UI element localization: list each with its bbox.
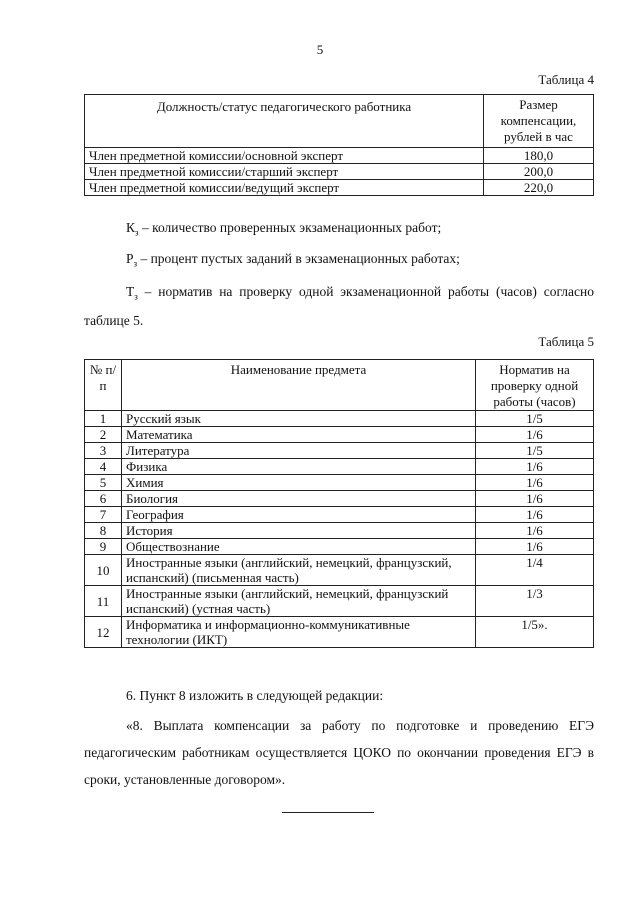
position-cell: Член предметной комиссии/старший эксперт <box>85 164 484 180</box>
position-cell: Член предметной комиссии/основной эксперт <box>85 148 484 164</box>
table-row <box>85 427 594 443</box>
row-number-cell: 9 <box>85 539 122 555</box>
norm-cell: 1/6 <box>476 523 594 539</box>
row-number-cell: 11 <box>85 586 122 617</box>
page-number: 5 <box>316 42 324 57</box>
row-number-cell: 10 <box>85 555 122 586</box>
norm-cell: 1/4 <box>476 555 594 586</box>
signature-divider <box>282 812 374 813</box>
subject-cell: Обществознание <box>122 539 476 555</box>
table-row <box>85 475 594 491</box>
position-cell: Член предметной комиссии/ведущий эксперт <box>85 180 484 196</box>
subject-norms-table <box>84 359 594 648</box>
norm-cell: 1/6 <box>476 539 594 555</box>
subject-cell: Иностранные языки (английский, немецкий, французский испанский) (устная часть) <box>122 586 476 617</box>
subject-cell: Биология <box>122 491 476 507</box>
subject-cell: Физика <box>122 459 476 475</box>
row-number-cell: 7 <box>85 507 122 523</box>
definition-symbol: К <box>126 220 136 235</box>
subject-column-header: Наименование предмета <box>122 360 476 411</box>
row-number-cell: 6 <box>85 491 122 507</box>
compensation-cell: 200,0 <box>484 164 594 180</box>
subject-cell: История <box>122 523 476 539</box>
table-row <box>85 459 594 475</box>
table-row <box>85 491 594 507</box>
compensation-cell: 180,0 <box>484 148 594 164</box>
table-row <box>85 586 594 617</box>
definition-symbol: Р <box>126 251 134 266</box>
table4-caption: Таблица 4 <box>538 72 594 87</box>
table-header-row <box>85 95 594 148</box>
table-row <box>85 507 594 523</box>
definition-subscript: з <box>135 227 139 238</box>
definition-text: – процент пустых заданий в экзаменационных работах; <box>140 251 460 266</box>
subject-cell: География <box>122 507 476 523</box>
subject-cell: Литература <box>122 443 476 459</box>
table-row <box>85 539 594 555</box>
table-row <box>85 443 594 459</box>
paragraph-8: «8. Выплата компенсации за работу по подготовке и проведению ЕГЭ педагогическим работникам осуществляется ЦОКО по окончании проведения ЕГЭ в сроки, установленные договором». <box>84 718 594 787</box>
table-row <box>85 180 594 196</box>
definition-text: – норматив на проверку одной экзаменационной работы (часов) согласно таблице 5. <box>84 284 594 328</box>
row-number-cell: 8 <box>85 523 122 539</box>
subject-cell: Информатика и информационно-коммуникативные технологии (ИКТ) <box>122 617 476 648</box>
definition-k <box>84 217 594 244</box>
table-row <box>85 555 594 586</box>
compensation-column-header: Размер компенсации, рублей в час <box>484 95 594 148</box>
table-row <box>85 617 594 648</box>
norm-column-header: Норматив на проверку одной работы (часов) <box>476 360 594 411</box>
norm-cell: 1/5». <box>476 617 594 648</box>
row-number-cell: 12 <box>85 617 122 648</box>
norm-cell: 1/6 <box>476 427 594 443</box>
row-number-cell: 2 <box>85 427 122 443</box>
position-column-header: Должность/статус педагогического работника <box>85 95 484 148</box>
definition-p <box>84 248 594 275</box>
compensation-cell: 220,0 <box>484 180 594 196</box>
norm-cell: 1/3 <box>476 586 594 617</box>
table-row <box>85 411 594 427</box>
row-number-cell: 4 <box>85 459 122 475</box>
table-row <box>85 523 594 539</box>
norm-cell: 1/5 <box>476 443 594 459</box>
norm-cell: 1/5 <box>476 411 594 427</box>
norm-cell: 1/6 <box>476 475 594 491</box>
definition-text: – количество проверенных экзаменационных работ; <box>141 220 442 235</box>
norm-cell: 1/6 <box>476 491 594 507</box>
definition-symbol: Т <box>126 284 135 299</box>
row-number-cell: 3 <box>85 443 122 459</box>
subject-cell: Химия <box>122 475 476 491</box>
definition-subscript: з <box>134 291 138 302</box>
table5-caption: Таблица 5 <box>538 334 594 349</box>
definition-subscript: з <box>133 258 138 269</box>
subject-cell: Русский язык <box>122 411 476 427</box>
subject-cell: Иностранные языки (английский, немецкий, французский, испанский) (письменная часть) <box>122 555 476 586</box>
paragraph-6: 6. Пункт 8 изложить в следующей редакции: <box>126 688 384 703</box>
number-column-header: № п/п <box>85 360 122 411</box>
compensation-table <box>84 94 594 196</box>
table-row <box>85 148 594 164</box>
row-number-cell: 5 <box>85 475 122 491</box>
table-row <box>85 164 594 180</box>
row-number-cell: 1 <box>85 411 122 427</box>
subject-cell: Математика <box>122 427 476 443</box>
norm-cell: 1/6 <box>476 459 594 475</box>
table-header-row <box>85 360 594 411</box>
norm-cell: 1/6 <box>476 507 594 523</box>
definition-t <box>84 280 594 333</box>
